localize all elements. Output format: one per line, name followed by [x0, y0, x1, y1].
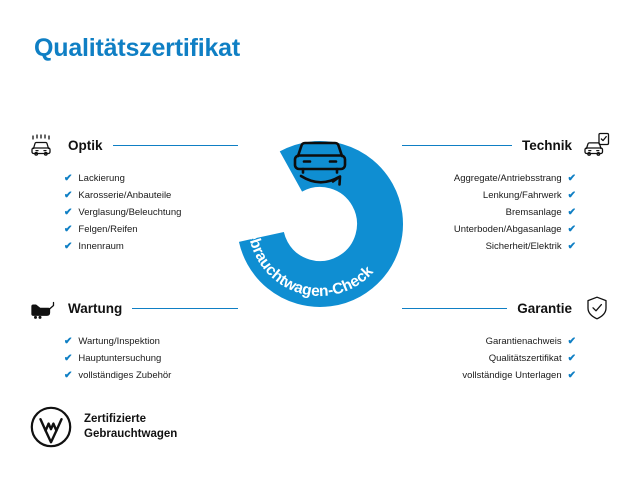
check-icon: ✔ [64, 352, 73, 364]
check-icon: ✔ [567, 206, 576, 218]
list-item [64, 221, 238, 238]
section-technik-header [402, 128, 612, 162]
section-optik-title: Optik [68, 137, 103, 153]
list-item-label: vollständiges Zubehör [78, 370, 172, 381]
left-column [28, 128, 238, 384]
badge-ring [238, 142, 401, 305]
list-item-label: Hauptuntersuchung [78, 353, 162, 364]
list-item-label: Garantienachweis [485, 336, 562, 347]
list-item [402, 367, 576, 384]
list-item [64, 350, 238, 367]
check-icon: ✔ [567, 335, 576, 347]
list-item-label: Lenkung/Fahrwerk [482, 190, 562, 201]
section-garantie [402, 291, 612, 384]
section-garantie-header [402, 291, 612, 325]
badge-arc-label: Gebrauchtwagen-Check [243, 219, 377, 301]
check-icon: ✔ [567, 223, 576, 235]
divider [402, 145, 512, 146]
list-item [402, 238, 576, 255]
section-optik-list [28, 170, 238, 255]
check-icon: ✔ [64, 189, 73, 201]
check-icon: ✔ [64, 369, 73, 381]
list-item-label: Felgen/Reifen [78, 224, 138, 235]
list-item-label: Lackierung [78, 173, 125, 184]
section-wartung-header [28, 291, 238, 325]
check-icon: ✔ [64, 206, 73, 218]
list-item [402, 221, 576, 238]
list-item [402, 187, 576, 204]
vw-logo-icon [30, 406, 72, 448]
list-item [402, 350, 576, 367]
list-item-label: Wartung/Inspektion [78, 336, 160, 347]
list-item-label: Aggregate/Antriebsstrang [453, 173, 562, 184]
check-icon: ✔ [567, 369, 576, 381]
check-icon: ✔ [567, 240, 576, 252]
section-optik-header [28, 128, 238, 162]
360-check-badge [222, 112, 418, 308]
section-technik [402, 128, 612, 255]
section-wartung [28, 291, 238, 384]
list-item-label: Sicherheit/Elektrik [485, 241, 562, 252]
car-checklist-icon [582, 130, 612, 160]
oil-can-icon [28, 293, 58, 323]
section-garantie-title: Garantie [517, 300, 572, 316]
check-icon: ✔ [64, 240, 73, 252]
section-technik-list [402, 170, 612, 255]
shield-check-icon [582, 293, 612, 323]
divider [113, 145, 238, 146]
check-icon: ✔ [567, 172, 576, 184]
footer-brand [30, 406, 177, 448]
section-optik [28, 128, 238, 255]
car-wash-icon [28, 130, 58, 160]
check-icon: ✔ [64, 172, 73, 184]
check-icon: ✔ [64, 223, 73, 235]
list-item-label: vollständige Unterlagen [462, 370, 562, 381]
badge-degrees: 360° [291, 205, 353, 238]
footer-text [84, 412, 177, 442]
footer-line-1: Zertifizierte [84, 413, 146, 425]
list-item [64, 170, 238, 187]
list-item [402, 333, 576, 350]
list-item-label: Verglasung/Beleuchtung [78, 207, 182, 218]
list-item-label: Innenraum [78, 241, 124, 252]
list-item-label: Qualitätszertifikat [488, 353, 562, 364]
list-item [64, 187, 238, 204]
list-item [402, 170, 576, 187]
section-garantie-list [402, 333, 612, 384]
footer-line-2: Gebrauchtwagen [84, 428, 178, 440]
list-item [402, 204, 576, 221]
list-item [64, 367, 238, 384]
list-item [64, 238, 238, 255]
section-technik-title: Technik [521, 137, 572, 153]
section-wartung-title: Wartung [68, 300, 123, 316]
check-icon: ✔ [567, 189, 576, 201]
check-icon: ✔ [64, 335, 73, 347]
list-item [64, 204, 238, 221]
list-item [64, 333, 238, 350]
section-wartung-list [28, 333, 238, 384]
list-item-label: Karosserie/Anbauteile [78, 190, 172, 201]
list-item-label: Bremsanlage [505, 207, 562, 218]
list-item-label: Unterboden/Abgasanlage [453, 224, 562, 235]
right-column [402, 128, 612, 384]
page-title: Qualitätszertifikat [34, 34, 240, 62]
check-icon: ✔ [567, 352, 576, 364]
